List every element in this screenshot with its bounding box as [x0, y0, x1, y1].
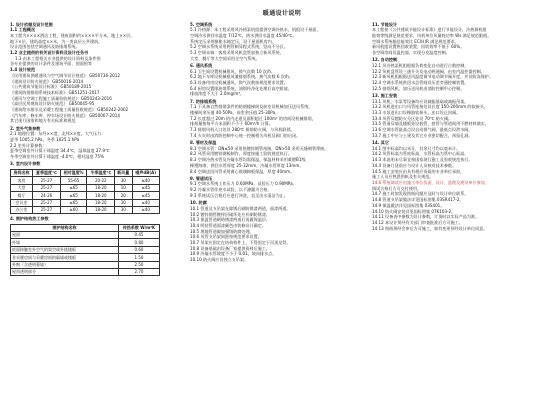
text-line: 《建筑防烟排烟系统技术标准》 GB51251-2017	[10, 89, 100, 95]
section-heading: 4. 围护结构热工参数	[10, 215, 49, 221]
text-line: 1.3 由本工程相关专业提供的设计资料及条件图	[15, 55, 101, 61]
section-heading: 12. 自动控制	[372, 57, 398, 63]
text-line: 14.10 防火阀安装详见国标图集 07K103-2。	[372, 208, 456, 214]
table-cell: 非采暖房间与采暖房间的隔墙或楼板	[11, 254, 119, 261]
text-line: 新风机组设置热回收装置，回收效率不低于 60%。	[372, 44, 465, 50]
text-line: 大堂、餐厅等大空间采用全空气系统。	[190, 55, 260, 61]
text-line: 1.2 业主提供的有关设计资料及设计任务书	[10, 50, 89, 56]
text-line: 10.10 防火阀应设独立支吊架。	[190, 257, 249, 263]
text-line: 夏季 1005.2 hPa，冬季 1025.1 hPa	[10, 137, 80, 143]
table-cell: 30	[115, 177, 132, 184]
table-cell: 会议室	[11, 199, 33, 206]
text-line: 7.3 排烟风机入口处设 280℃ 排烟防火阀，与风机联锁。	[190, 127, 295, 133]
page-title: 暖通设计说明	[262, 10, 302, 17]
text-line: 14.12 本设计须经有关部门审查批准后方可施工。	[372, 219, 463, 225]
section-heading: 14. 其它	[372, 140, 389, 146]
table-cell: 2.70	[119, 268, 160, 275]
table-cell: 0.60	[119, 246, 160, 253]
section-heading: 6. 通风系统	[190, 62, 213, 68]
table-cell: 30	[115, 207, 132, 214]
text-line: 13.5 管道穿墙及楼板处设套管，套管与管道间用不燃材料填实。	[372, 121, 489, 127]
text-line: 14.5 施工安装应由具有相应资质的专业单位承担，	[372, 168, 465, 174]
text-line: 空调冷水供回水温度 7/12℃，热水供回水温度 45/40℃。	[190, 32, 297, 38]
column-header: 噪声dB(A)	[132, 170, 160, 177]
text-line: 《公共建筑节能设计标准》 GB50189-2015	[10, 84, 92, 90]
table-cell: 25-27	[33, 207, 61, 214]
table-cell: 24-26	[33, 192, 61, 199]
column-header: 围护结构名称	[11, 224, 119, 231]
table-cell: 0.45	[119, 232, 160, 239]
text-line: 10.8 设备基础由设备厂家提供资料后施工。	[190, 245, 271, 251]
column-header: 相对湿度%	[60, 170, 87, 177]
text-line: 14.3 本说明未尽事宜按国家现行施工及验收规范执行。	[372, 157, 473, 163]
text-line: 《通风与空调工程施工质量验收规范》 GB50243-2016	[10, 95, 112, 101]
table-cell: 25-27	[33, 184, 61, 191]
table-cell: ≤40	[132, 199, 160, 206]
text-line: 施工人员应熟悉图纸及有关规范。	[372, 174, 434, 180]
text-line: 14.9 保温做法详见国标图集 03S401。	[372, 202, 445, 208]
text-line: 5.2 空调水系统采用两管制异程式系统，竖向不分区。	[190, 44, 288, 50]
text-line: 其它现行国家和地方有关标准和规范	[10, 118, 76, 124]
text-line: 10.6 风管支吊架间距按规范要求设置。	[190, 234, 262, 240]
text-line: 本工程按《公共建筑节能设计标准》进行节能设计，冷热源机组	[372, 27, 487, 33]
table-cell: ≤45	[132, 184, 160, 191]
indoor-parameters-table	[10, 169, 160, 214]
text-line: 设计范围包括空调通风及防排烟系统。	[10, 44, 80, 50]
text-line: 冬季空调室外计算干球温度 -4.0℃，相对湿度 75%	[10, 154, 104, 160]
text-line: 14.2 风管标高为管底标高，水管标高为管中心标高。	[372, 151, 469, 157]
table-cell: ≤65	[60, 199, 87, 206]
left-text-block	[10, 22, 170, 168]
text-line: 14.8 管道支吊架做法详见国标图集 03SR417-2。	[372, 197, 464, 203]
table-cell: 20	[115, 192, 132, 199]
table-cell: 餐厅	[11, 192, 33, 199]
section-heading: 1. 设计依据及设计范围	[10, 21, 53, 27]
section-heading: 11. 节能设计	[372, 21, 398, 27]
text-line: 2.1 地理位置：东经××度，北纬××度，大气压力：	[10, 131, 106, 137]
text-line: 14.1 图中标高均以米计，其余尺寸均以毫米计。	[372, 145, 461, 151]
text-line: 14.7 施工时如发现图纸问题应及时与设计单位联系。	[372, 191, 469, 197]
text-line: 13.1 风机、水泵等设备均应设减振基础或减振吊架。	[372, 98, 469, 104]
table-header-row	[11, 170, 160, 177]
text-line: 地下×层，建筑高度××米，为一类高层公共建筑。	[10, 38, 103, 44]
table-cell: ≤65	[60, 192, 87, 199]
column-header: 传热系数 W/m²K	[119, 224, 160, 231]
text-line: 各专业提供的设计条件及建筑平面、剖面图等	[10, 61, 92, 67]
text-line: 能效等级满足规范要求，风机单位风量耗功率 Ws 满足规范限值。	[372, 32, 492, 38]
text-line: 12.3 新风机组根据送风温度调节电动调节阀开度，并设防冻保护。	[372, 74, 493, 80]
text-line: 9.1 空调水系统工作压力 0.60MPa，试验压力 0.90MPa。	[190, 181, 297, 187]
table-cell: 18-20	[87, 192, 115, 199]
text-line: 2.2 室外计算参数：	[10, 142, 47, 148]
column-header: 新风量	[115, 170, 132, 177]
text-line: 12.1 风冷热泵机组根据负荷变化自动进行台数控制。	[372, 62, 469, 68]
text-line: 13.4 风管穿越防火分区处设 70℃ 防火阀。	[372, 115, 453, 121]
table-cell: 屋面	[11, 232, 119, 239]
text-line: 14.13 图纸须经会审后方可施工，如有变更须经设计单位同意。	[372, 225, 488, 231]
text-line: 13.6 空调水管最高点设自动排气阀，最低点设泄水阀。	[372, 127, 473, 133]
text-line: 夏季空调室外计算干球温度 34.4℃，湿球温度 27.9℃	[10, 148, 110, 154]
text-line: 14.11 设备表中参数为设计参数，订货时以实际产品为准。	[372, 214, 480, 220]
table-cell: 大堂	[11, 184, 33, 191]
table-cell: 18-20	[87, 199, 115, 206]
text-line: 本工程为××××酒店工程，建筑面积约××××平方米，地上××层，	[10, 32, 135, 38]
table-row	[11, 184, 160, 191]
table-cell: 2.50	[119, 261, 160, 268]
text-line: 10.9 冷凝水管坡度不小于 0.01，坡向排水点。	[190, 251, 277, 257]
text-line: 排烟量按每平方米面积不小于 60m³/h 计算。	[190, 121, 273, 127]
text-line: 9.3 系统试压合格后应进行冲洗，直至出水清洁为止。	[190, 192, 288, 198]
text-line: 5.1 冷热源：本工程采用风冷热泵机组提供空调冷热水，机组设于屋面，	[190, 27, 321, 33]
table-cell: 25-27	[33, 177, 61, 184]
section-heading: 3. 室内设计参数	[10, 161, 41, 167]
text-line: 7.2 长度超过 20m 的内走道及面积超过 100m² 的房间设机械排烟，	[190, 115, 316, 121]
table-cell: 25-27	[33, 199, 61, 206]
text-line: 13.2 风机进出口与风管连接处设长度 150-200mm 的软接头。	[372, 104, 488, 110]
table-cell: 外墙	[11, 239, 119, 246]
column-header: 冬季温度℃	[87, 170, 115, 177]
text-line: 10.2 镀锌钢管镀锌层破坏处应补刷防锈漆。	[190, 211, 271, 217]
text-line: 《建筑给水排水及采暖工程施工质量验收规范》 GB50242-2002	[10, 107, 129, 113]
text-line: 13.3 水泵进出口设橡胶软接头，出口设止回阀。	[372, 110, 461, 116]
table-row	[11, 177, 160, 184]
table-row	[11, 207, 160, 214]
text-line: 6.2 地下车库设机械排风兼排烟系统，换气次数 6 次/h。	[190, 74, 293, 80]
text-line: 《建筑设计防火规范》 GB50016-2014	[10, 78, 84, 84]
text-line: 调试合格后方可交付使用。	[372, 185, 422, 191]
table-row	[11, 268, 160, 275]
text-line: 楼梯间余压值 40-50Pa，前室余压值 25-30Pa。	[190, 110, 280, 116]
text-line: 10.7 吊架应固定在结构构件上，不得固定于吊顶龙骨。	[190, 240, 291, 246]
text-line: 10.5 埋地管道做加强级防腐处理。	[190, 228, 254, 234]
text-line: 12.5 排烟风机、加压送风机由消防控制中心控制。	[372, 85, 465, 91]
section-heading: 13. 施工安装	[372, 92, 398, 98]
text-line: 《汽车库、修车库、停车场设计防火规范》 GB50067-2014	[10, 112, 120, 118]
table-cell: 10	[115, 184, 132, 191]
table-cell: ≤60	[60, 207, 87, 214]
text-line: 10.1 管道及支吊架在除锈后刷防锈漆两道，面漆两道。	[190, 205, 291, 211]
text-line: 10.4 明装管道面漆颜色由装修设计确定。	[190, 222, 266, 228]
table-row	[11, 246, 160, 253]
table-row	[11, 239, 160, 246]
table-cell: 客房	[11, 177, 33, 184]
text-line: 7.4 火灾时由消防控制中心统一控制相关风机及阀门的启闭。	[190, 132, 301, 138]
table-cell: 0.80	[119, 239, 160, 246]
text-line: 13.7 施工中应与土建及其它专业密切配合，预留孔洞。	[372, 132, 473, 138]
column-header: 房间名称	[11, 170, 33, 177]
text-line: 排放浓度不大于 2.0mg/m³。	[190, 91, 245, 97]
table-cell: 18-20	[87, 207, 115, 214]
table-cell: 外窗（含透明幕墙）	[11, 261, 119, 268]
table-cell: ≤40	[132, 207, 160, 214]
text-line: 7.1 不具备自然排烟条件的防烟楼梯间及前室设机械加压送风系统，	[190, 104, 313, 110]
table-cell: ≤40	[132, 177, 160, 184]
text-line: 10.3 保温管道刷防锈漆两道后再做保温层。	[190, 217, 271, 223]
table-cell: 20-22	[87, 177, 115, 184]
text-line: 6.4 厨房设置排油烟系统，油烟经净化处理后高空排放，	[190, 85, 292, 91]
text-line: 14.6 系统调试应由施工单位负责，设计、监理及建设单位参加，	[372, 179, 489, 185]
section-heading: 7. 防排烟系统	[190, 98, 217, 104]
text-line: 6.1 卫生间设置机械排风，换气次数 10 次/h。	[190, 68, 276, 74]
text-line: 8.3 空调冷热水管及冷凝水管均需保温，保温材料采用难燃B1级	[190, 157, 306, 163]
text-line: 空调水系统输送能效比 EC(H)R 满足规范要求。	[372, 38, 459, 44]
table-cell: 55-65	[60, 177, 87, 184]
text-line: 14.4 设备订货前应与设计人员核对技术参数。	[372, 162, 457, 168]
table-cell: 18-20	[87, 184, 115, 191]
table-row	[11, 199, 160, 206]
text-line: 《高层民用建筑设计防火规范》 GB50045-95	[10, 101, 95, 107]
text-line: 8.1 空调水管：DN≤50 采用热镀锌钢管丝接，DN>50 采用无缝钢管焊接。	[190, 145, 329, 151]
table-header-row	[11, 224, 160, 231]
column-right	[372, 20, 550, 231]
table-cell: 30	[115, 199, 132, 206]
section-heading: 8. 管材及保温	[190, 140, 217, 146]
table-row	[11, 192, 160, 199]
section-heading: 2. 室外气象参数	[10, 125, 41, 131]
text-line: 8.4 空调送回风管采用离心玻璃棉板保温，厚度 40mm。	[190, 168, 295, 174]
text-line: 12.2 风机盘管设三速开关及电动两通阀，由室内温控器控制。	[372, 68, 485, 74]
text-line: 橡塑海绵，供回水管厚度 25-32mm，冷凝水管厚度 13mm。	[190, 162, 304, 168]
table-cell: 底面接触室外空气的架空或外挑楼板	[11, 246, 119, 253]
text-line: 8.2 风管采用镀锌钢板制作，厚度按施工验收规范执行。	[190, 151, 292, 157]
text-line: 系统定压采用膨胀水箱定压，设于屋面机房内。	[190, 38, 276, 44]
text-line: 各空调房间设温控器，实现分室温度控制。	[372, 50, 450, 56]
table-row	[11, 261, 160, 268]
table-cell: ≤65	[60, 184, 87, 191]
table-cell: 屋顶透明部分	[11, 268, 119, 275]
text-line: 1.4 设计规范	[10, 67, 36, 73]
text-line: 9.2 冷凝水管作充水试验，以不渗漏为合格。	[190, 187, 272, 193]
table-cell: 办公室	[11, 207, 33, 214]
table-row	[11, 254, 160, 261]
text-line: 《民用建筑供暖通风与空气调节设计规范》 GB50736-2012	[10, 72, 120, 78]
table-cell: ≤45	[132, 192, 160, 199]
text-line: 6.3 设备用房设机械通风，换气次数按规范要求设置。	[190, 80, 288, 86]
section-heading: 5. 空调系统	[190, 21, 213, 27]
table-row	[11, 232, 160, 239]
text-line: 5.3 空调末端：客房采用风机盘管加独立新风系统，	[190, 50, 284, 56]
section-heading: 10. 防腐	[190, 200, 207, 206]
table-cell: 1.50	[119, 254, 160, 261]
section-heading: 9. 管道试压	[190, 175, 213, 181]
text-line: 12.4 空调水系统供回水总管间设压差旁通控制装置。	[372, 80, 469, 86]
text-line: 1.1 工程概况	[10, 27, 36, 33]
column-middle	[190, 20, 360, 263]
column-header: 夏季温度℃	[33, 170, 61, 177]
column-left	[10, 20, 170, 276]
envelope-parameters-table	[10, 224, 160, 277]
